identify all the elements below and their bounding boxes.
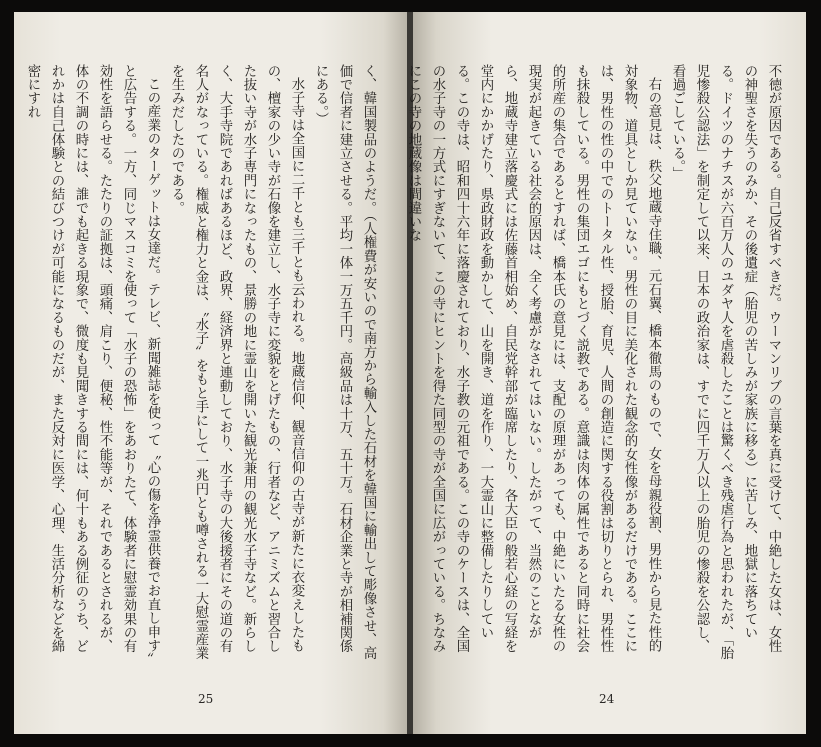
right-page-text bbox=[406, 64, 785, 664]
right-page bbox=[406, 12, 806, 734]
paragraph: 右の意見は、秩父地蔵寺住職、元石翼、橋本徹馬のもので、女を母親役割、男性から見た性的対象物、道具としか見ていない。男性の目に美化された観念的女性像があるだけである。ここには、男性の性の中でのトータル性、授胎、育児、人間の創造に関する役割は切りとられ、男性性も抹殺している。男性の集団エゴにもとづく説教である。意識は肉体の属性であると同時に社会的所産の集合であるとすれば、橋本氏の意見には、支配の原理があっても、中絶にいたる女性の現実が起きている社会的原因は、全く考慮がなされてはいない。したがって、当然のことながら、地蔵寺建立落慶式には佐藤首相始め、自民党幹部が臨席したり、各大臣の般若心経の写経を堂内にかかげたり、県政財政を動かして、山を開き、道を作り、一大霊山に整備したりしている。この寺は、昭和四十六年に落慶されており、水子教の元祖である。この寺のケースは、全国の水子寺の一方式にすぎないて、この寺にヒントを得た同型の寺が全国に広がっている。ちなみにこの寺の地蔵像は間違いな bbox=[406, 64, 661, 654]
paragraph: 水子寺は全国に二千とも三千とも云われる。地蔵信仰、観音信仰の古寺が新たに衣変えしたもの、檀家の少い寺が石像を建立し、水子寺に変貌をとげたもの、行者など、アニミズムと習合した抜い寺が水子専門になったもの、景勝の地に霊山を開いた観光兼用の観光水子寺など。新らしく、大手寺院であればあるほど、政界、経済界と連動しており、水子寺の大後援者にその道の有名人がなっている。権威と権力と金は、〝水子〟をもと手にして一兆円とも噂される一大慰霊産業を生みだしたのである。 bbox=[169, 64, 304, 661]
page-number: 24 bbox=[599, 692, 615, 706]
book-spread bbox=[14, 12, 806, 734]
paragraph: く、韓国製品のようだ。（人権費が安いので南方から輸入した石材を韓国に輸出して彫像させ、高価で信者に建立させる。平均一体一万五千円。高級品は十万、五十万。石材企業と寺が相補関係にある。） bbox=[313, 64, 376, 661]
paragraph: 不徳が原因である。自己反省すべきだ。ウーマンリブの言葉を真に受けて、中絶した女は、女性の神聖さを失うのみか、その後遺症（胎児の苦しみが家族に移る）に苦しみ、地獄に落ちている。ドイツのナチスが六百万人のユダヤ人を虐殺したことは驚くべき残虐行為と思われたが、「胎児惨殺公認法」を制定して以来、日本の政治家は、すでに四千万人以上の胎児の惨殺を公認し、看過ごしている。」 bbox=[670, 64, 781, 661]
paragraph: この産業のターゲットは女達だ。テレビ、新聞雑誌を使って〝心の傷を浄霊供養でお直し申す〟と広告する。一方、同じマスコミを使って「水子の恐怖」をあおりたて、体験者に慰霊効果の有効性を語らせる。たたりの証拠は、頭痛、肩こり、便秘、性不能等が、それであるとされるが、体の不調の時には、誰でも起きる現象で、微度も見聞きする間には、何十もある例征のうち、どれかは自己体験との結びつけが可能になるものだが、また反対に医学、心理、生活分析などを綿密にすれ bbox=[25, 64, 160, 660]
left-page-text bbox=[25, 64, 380, 664]
left-page bbox=[14, 12, 407, 734]
page-number: 25 bbox=[198, 692, 214, 706]
